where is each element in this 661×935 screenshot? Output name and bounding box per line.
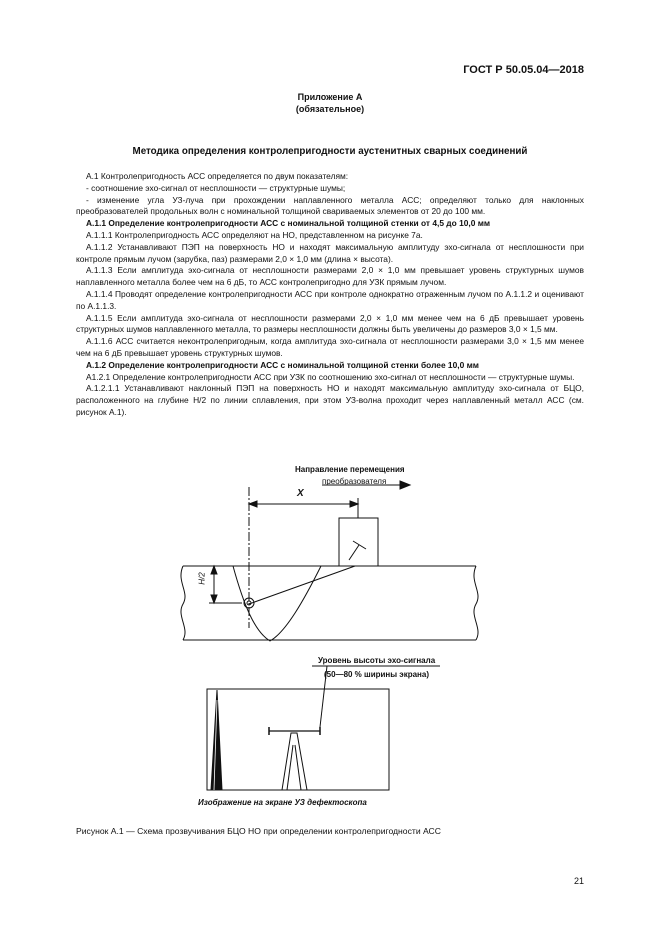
- dimension-x-label: X: [297, 488, 304, 499]
- probe-crystal-stem: [349, 545, 359, 560]
- subsection-heading: А.1.1 Определение контролепригодности АСС с номинальной толщиной стенки от 4,5 до 10,0 мм: [86, 218, 491, 229]
- paragraph: А.1.1.1 Контролепригодность АСС определяют на НО, представленном на рисунке 7а.: [86, 229, 423, 240]
- appendix-status: (обязательное): [295, 104, 365, 114]
- probe-crystal: [353, 541, 366, 549]
- paragraph: А.1.2.1.1 Устанавливают наклонный ПЭП на поверхность НО и находят максимальную амплитуду эхо-сигнала от БЦО, расположенного на глубине H/2 по линии сплавления, при этом УЗ-волна проходит через наплавленный металл АСС (см. рисунок А.1).: [76, 383, 584, 417]
- paragraph: А.1.1.6 АСС считается неконтролепригодным, когда амплитуда эхо-сигнала от несплошности размерами 3,0 × 1,5 мм менее чем на 6 дБ превышает уровень структурных шумов.: [76, 336, 584, 358]
- appendix-title: Приложение А: [297, 92, 363, 102]
- depth-label: H/2: [197, 572, 207, 585]
- subsection-heading: А.1.2 Определение контролепригодности АСС с номинальной толщиной стенки более 10,0 мм: [86, 359, 479, 370]
- paragraph: А.1.1.5 Если амплитуда эхо-сигнала от несплошности размерами 2,0 × 1,0 мм менее чем на 6 дБ превышает уровень структурных шумов наплавленного металла, то размеры несплошности должны быть увеличены до размеров 3,0 × 1,5 мм.: [76, 312, 584, 335]
- echo-signal: [282, 733, 307, 790]
- direction-arrow-head: [400, 481, 410, 489]
- echo-range-label: (50—80 % ширины экрана): [324, 670, 429, 679]
- paragraph: А1.2.1 Определение контролепригодности АСС при УЗК по соотношению эхо-сигнал от несплошности — структурные шумы.: [86, 371, 575, 382]
- dimension-x-arrow-left: [249, 501, 257, 507]
- direction-label-2: преобразователя: [322, 477, 387, 486]
- depth-arrow-bottom: [211, 595, 217, 603]
- depth-arrow-top: [211, 566, 217, 574]
- screen-label: Изображение на экране УЗ дефектоскопа: [198, 798, 367, 807]
- direction-label: Направление перемещения: [295, 465, 405, 474]
- dimension-x-arrow-right: [350, 501, 358, 507]
- page-number: 21: [573, 876, 584, 886]
- plate-break-right: [474, 566, 478, 640]
- figure-caption: Рисунок А.1 — Схема прозвучивания БЦО НО при определении контролепригодности АСС: [76, 826, 441, 836]
- ultrasonic-beam: [249, 566, 355, 604]
- paragraph: А.1.1.2 Устанавливают ПЭП на поверхность НО и находят максимальную амплитуду эхо-сигнала от несплошности при контроле прямым лучом (зарубка, паз) размерами 2,0 × 1,0 мм (длина × высота).: [76, 241, 584, 264]
- paragraph: А.1.1.4 Проводят определение контролепригодности АСС при контроле однократно отраженным лучом по А.1.1.2 и оценивают по А.1.1.3.: [76, 288, 584, 311]
- paragraph: А.1.1.3 Если амплитуда эхо-сигнала от несплошности размерами 2,0 × 1,0 мм превышает уровень структурных шумов наплавленного металла более чем на 6 дБ, то АСС контролепригодно для УЗК прямым лучом.: [76, 265, 584, 288]
- echo-level-label: Уровень высоты эхо-сигнала: [318, 656, 436, 665]
- paragraph: А.1 Контролепригодность АСС определяется по двум показателям:: [86, 171, 349, 181]
- weld-bead: [233, 566, 321, 641]
- paragraph: - соотношение эхо-сигнал от несплошности — структурные шумы;: [86, 182, 346, 193]
- section-title: Методика определения контролепригодности аустенитных сварных соединений: [132, 146, 528, 157]
- plate-break-left: [181, 566, 185, 640]
- paragraph: - изменение угла УЗ-луча при прохождении наплавленного металла АСС; определяют только для наклонных преобразователей продольных волн с номинальной толщиной свариваемых элементов от 20 до 100 мм.: [76, 194, 584, 217]
- standard-designation: ГОСТ Р 50.05.04—2018: [463, 64, 584, 76]
- probe: [339, 518, 378, 566]
